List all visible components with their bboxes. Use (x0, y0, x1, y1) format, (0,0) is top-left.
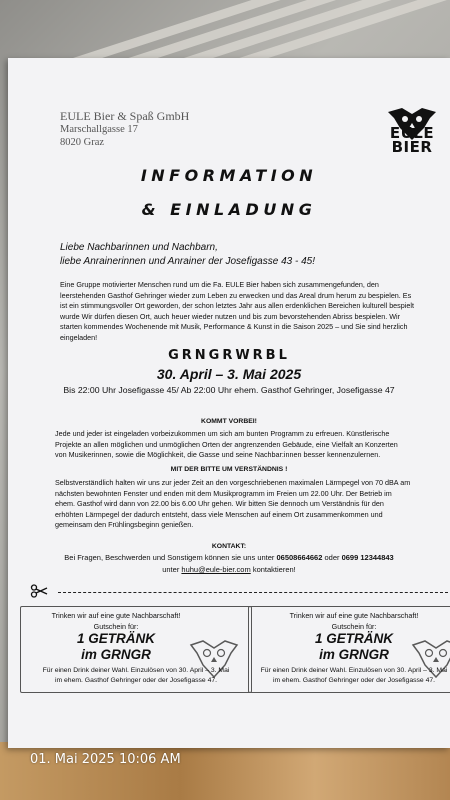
coupon-terms-line-1: Für einen Drink deiner Wahl. Einzulösen von 30. April – 3. Mai (42, 667, 230, 674)
background-table (0, 742, 450, 800)
contact-text: unter (162, 565, 182, 574)
coupon-venue: im GRNGR (81, 647, 151, 662)
phone-number-1[interactable]: 06508664662 (276, 553, 323, 562)
kommt-line: von Musikerinnen, sowie die Möglichkeit, die Gasse und seine Nachbar:innen besser kennenzulernen. (55, 450, 381, 460)
event-time: Bis 22:00 Uhr Josefigasse 45/ Ab 22:00 Uhr ehem. Gasthof Gehringer, Josefigasse 47 (63, 385, 395, 395)
coupon-terms-line-2: im ehem. Gasthof Gehringer oder der Josefigasse 47. (272, 677, 436, 684)
background-wood-slats (0, 0, 450, 60)
contact-phone-line (8, 553, 450, 562)
email-link[interactable]: huhu@eule-bier.com (181, 565, 251, 574)
intro-line: starten kommendes Wochenende mit Musik, Performance & Kunst in die Saison 2025 – und Sie sind herzlich (60, 322, 408, 332)
greeting (60, 241, 315, 269)
bitte-line: gemeinsam den Frühlingsbeginn genießen. (55, 520, 194, 530)
contact-text: Bei Fragen, Beschwerden und Sonstigem können sie uns unter (64, 553, 277, 562)
logo-line-1: EULE (389, 124, 435, 142)
sender-company: EULE Bier & Spaß GmbH (60, 109, 190, 123)
title-information: INFORMATION (140, 166, 318, 185)
event-date: 30. April – 3. Mai 2025 (156, 366, 302, 382)
bitte-line: Selbstverständlich halten wir uns zur jeder Zeit an den vorgeschriebenen maximalen Lärmpegel von 70 dBA am (55, 478, 411, 487)
coupon-terms-line-2: im ehem. Gasthof Gehringer oder der Josefigasse 47. (54, 677, 218, 684)
bitte-line: erhöhten Lärmpegel der dadurch entsteht, dass viele Menschen auf einem Ort zusammenkommen und (55, 509, 383, 519)
photo-timestamp: 01. Mai 2025 10:06 AM (30, 752, 181, 767)
coupon-right (248, 606, 450, 693)
kommt-paragraph (55, 429, 435, 461)
intro-line: leerstehenden Gasthof Gehringer wieder zum Leben zu erwecken und das Areal drum herum zu bespielen. Es (60, 290, 412, 300)
bitte-paragraph (55, 478, 435, 531)
coupon-slogan: Trinken wir auf eine gute Nachbarschaft! (51, 611, 181, 620)
flyer-paper (8, 58, 450, 748)
intro-paragraph (60, 280, 432, 344)
kommt-heading: KOMMT VORBEI! (201, 418, 257, 425)
phone-number-2[interactable]: 0699 12344843 (341, 553, 394, 562)
contact-text: oder (322, 553, 342, 562)
coupon-terms-line-1: Für einen Drink deiner Wahl. Einzulösen von 30. April – 3. Mai (260, 667, 448, 674)
intro-line: eingeladen! (60, 332, 98, 342)
sender-city: 8020 Graz (60, 137, 105, 148)
kommt-line: Jede und jeder ist eingeladen vorbeizukommen um sich am bunten Programm zu erfreuen. Künstlerische (55, 429, 390, 438)
kontakt-heading: KONTAKT: (211, 543, 247, 550)
greeting-line-2: liebe Anrainerinnen und Anrainer der Josefigasse 43 - 45! (60, 256, 315, 267)
contact-email-line (8, 565, 450, 574)
sender-street: Marschallgasse 17 (60, 124, 138, 135)
title-einladung: & EINLADUNG (141, 200, 317, 219)
bitte-line: ehem. Gasthof wird dann von 22.00 bis 6.00 Uhr gehen. Wir bitten Sie dennoch um Verständnis für den (55, 499, 384, 509)
coupon-offer: 1 GETRÄNK (76, 631, 155, 646)
bitte-heading: MIT DER BITTE UM VERSTÄNDNIS ! (170, 466, 288, 473)
scissors-icon (30, 584, 48, 598)
coupon-slogan: Trinken wir auf eine gute Nachbarschaft! (289, 611, 419, 620)
coupon-voucher-label: Gutschein für: (93, 622, 139, 631)
logo-wordmark (384, 126, 440, 154)
greeting-line-1: Liebe Nachbarinnen und Nachbarn, (60, 242, 218, 253)
coupon-venue: im GRNGR (319, 647, 389, 662)
logo-line-2: BIER (391, 138, 433, 156)
intro-line: Eine Gruppe motivierter Menschen rund um die Fa. EULE Bier haben sich zusammengefunden, den (60, 280, 379, 289)
coupon-left (20, 606, 252, 693)
contact-text: kontaktieren! (250, 565, 296, 574)
bitte-line: nächsten bewohnten Fenster und enden mit dem Musikprogramm im Freien um 22.00 Uhr. Der Betrieb im (55, 488, 392, 498)
cut-line (58, 592, 448, 593)
event-name: GRNGRWRBL (168, 348, 290, 363)
sender-address (60, 110, 189, 149)
coupon-offer: 1 GETRÄNK (314, 631, 393, 646)
intro-line: wurde Wir dürfen diesen Ort, auch heuer wieder nutzen und bis zum bevorstehenden Abriss bespielen. Wir (60, 311, 400, 321)
intro-line: ist ein stimmungsvoller Ort geworden, der schon letztes Jahr aus allen erdenklichen Bereichen kulturell bespielt (60, 301, 414, 311)
kommt-line: Projekte an allen möglichen und unmöglichen Orten der angrenzenden Gebäude, eine Vielfalt an Konzerten (55, 439, 398, 449)
coupon-voucher-label: Gutschein für: (331, 622, 377, 631)
